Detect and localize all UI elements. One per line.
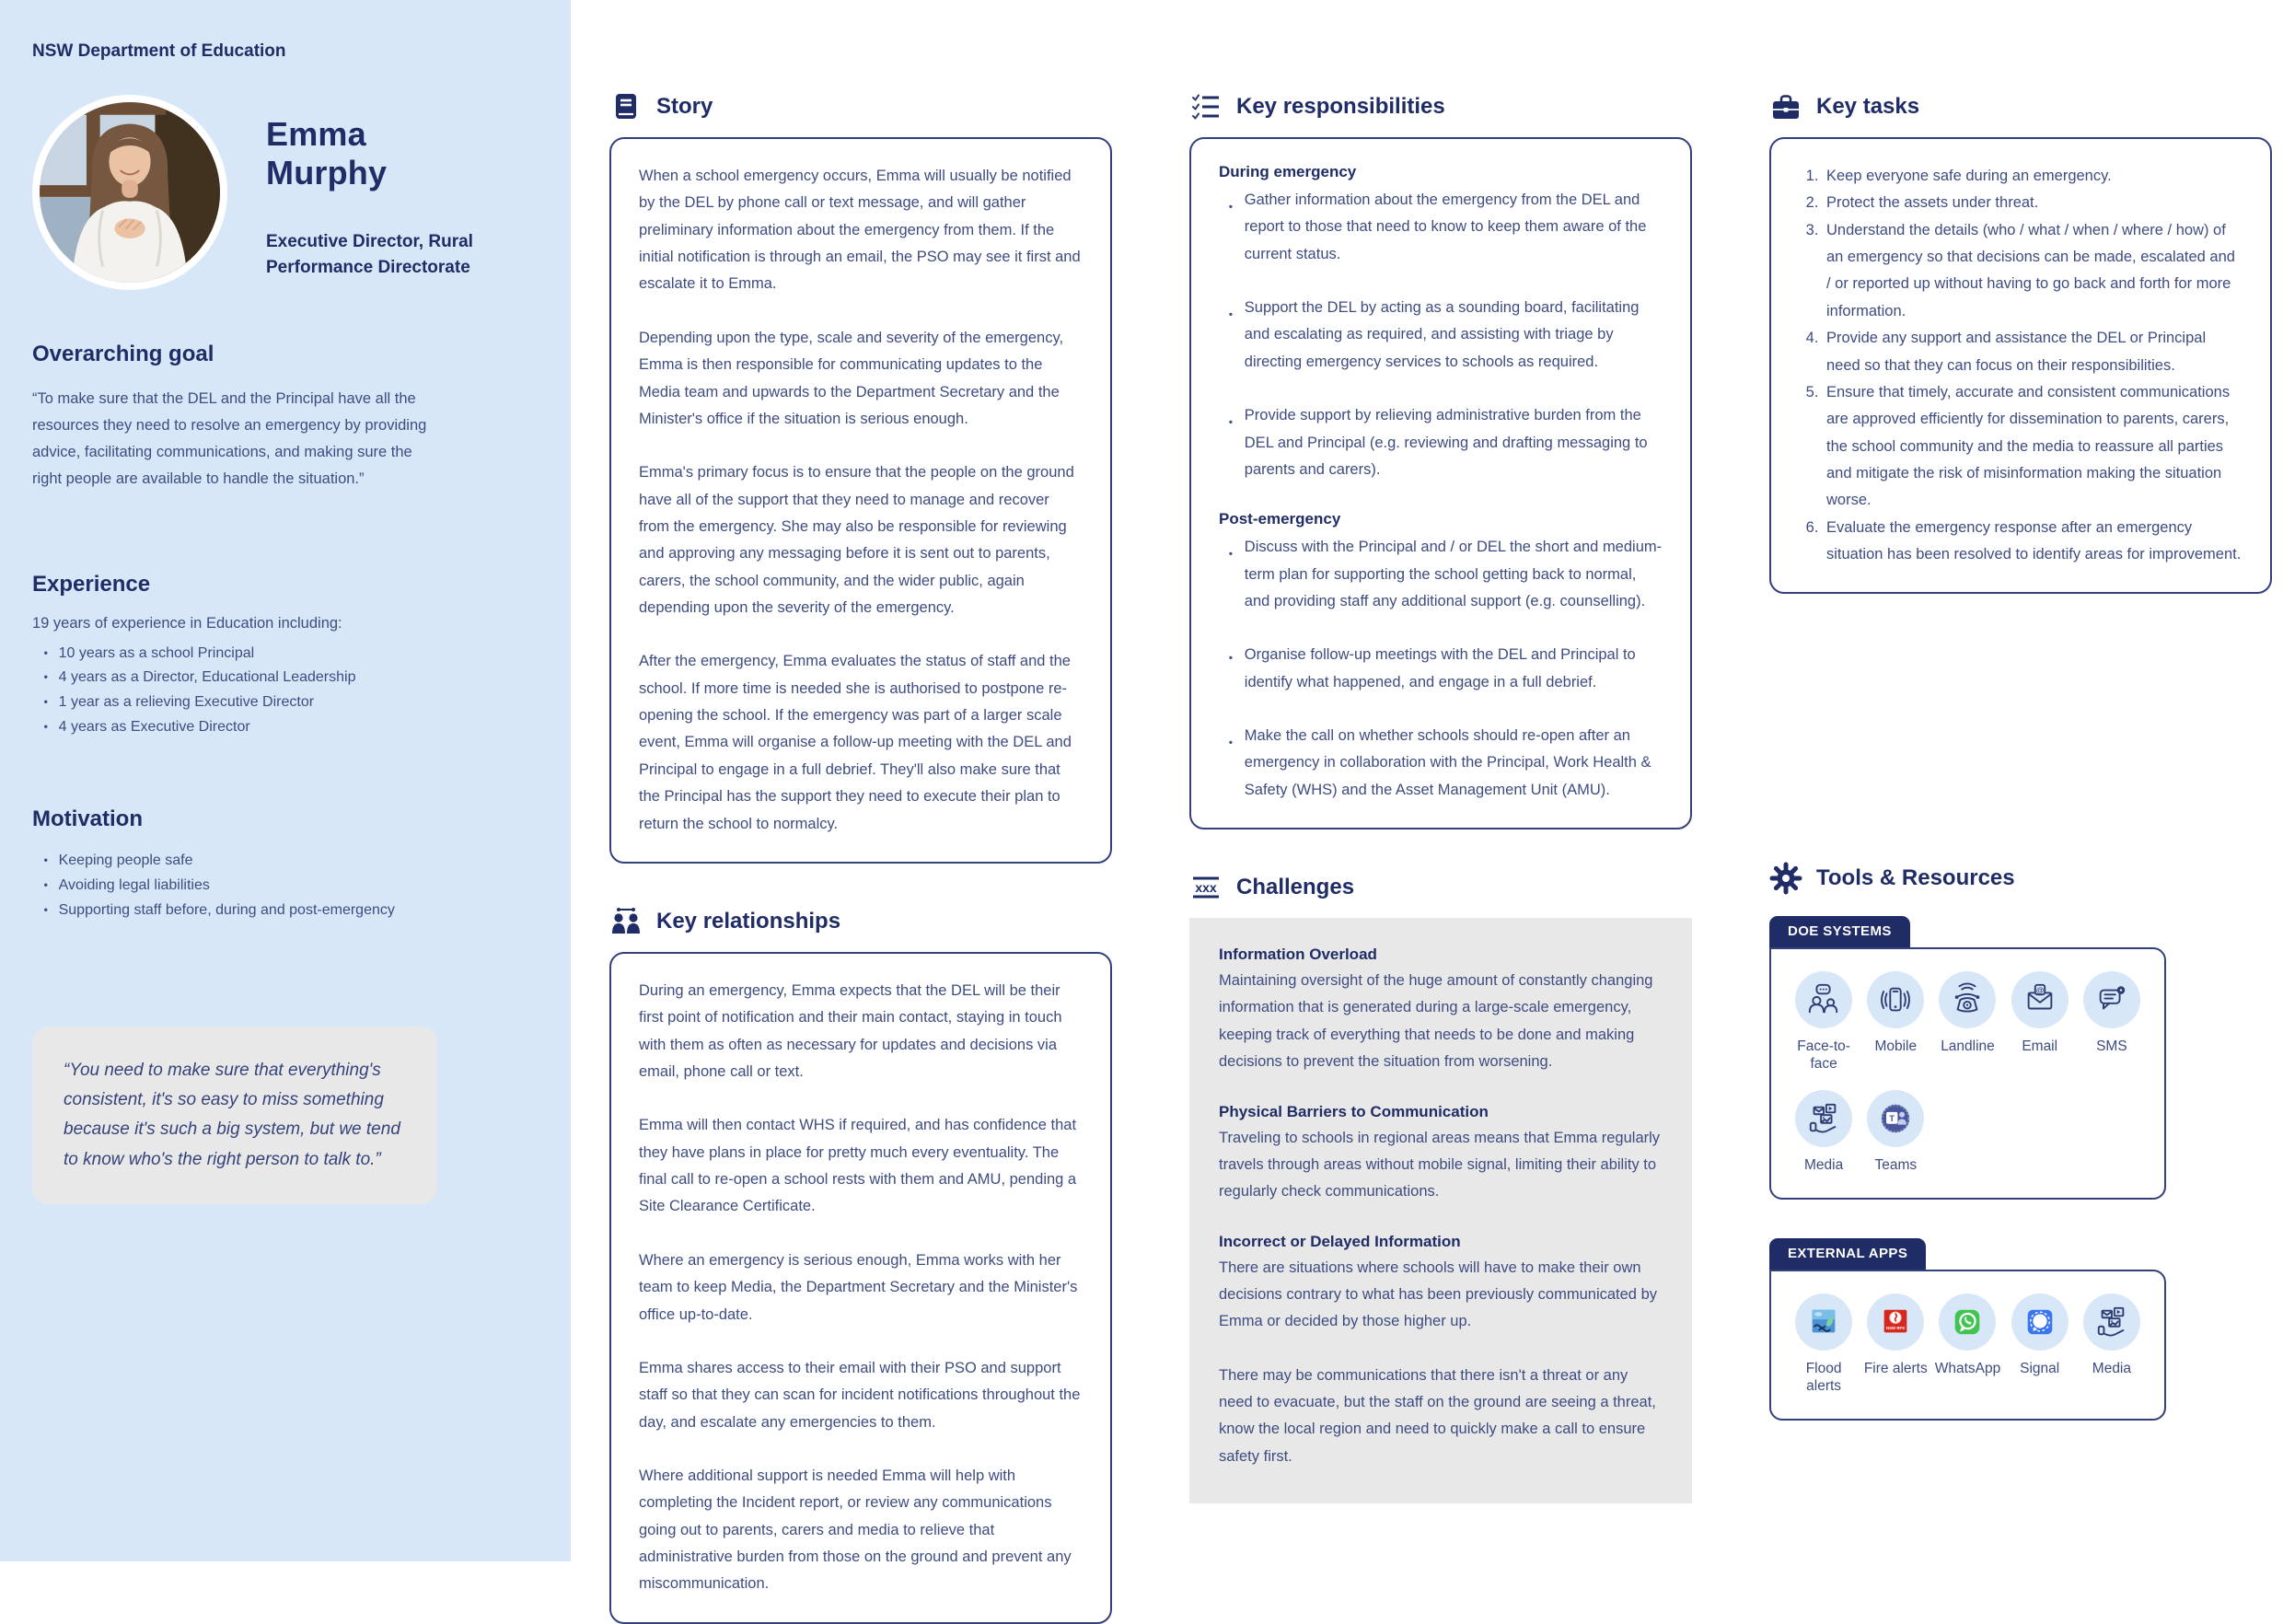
relationship-paragraph: Where an emergency is serious enough, Emma works with her team to keep Media, the Department Secretary and the Minister's office up-to-date. [639,1251,1078,1323]
relationship-paragraph: Emma shares access to their email with their PSO and support staff so that they can scan for incident notifications throughout the day, and escalate any emergencies to them. [639,1359,1081,1431]
tool-label: Signal [2020,1361,2060,1377]
list-item [43,899,439,923]
motivation-heading: Motivation [32,806,143,832]
key-responsibilities-card [1189,137,1692,829]
app-fire-alerts [1861,1293,1930,1395]
key-responsibilities-title: Key responsibilities [1236,94,1445,119]
challenge-title: Incorrect or Delayed Information [1219,1232,1461,1250]
key-tasks-title: Key tasks [1816,94,1920,119]
story-paragraph: Depending upon the type, scale and severity of the emergency, Emma is then responsible for communicating updates to the Media team and upwards to the Department Secretary and the Minister's office if the situation is serious enough. [639,329,1064,427]
list-item [43,874,439,899]
task-item: 4. Provide any support and assistance the DEL or Principal need so that they can focus on their responsibilities. [1823,325,2242,379]
flood-alerts-icon [1795,1293,1852,1351]
checklist-icon [1189,90,1223,123]
fire-alerts-icon [1867,1293,1924,1351]
tool-label: WhatsApp [1934,1361,2001,1377]
tool-label: Media [1803,1156,1844,1173]
experience-item: 10 years as a school Principal [58,644,255,661]
challenges-header [1189,870,1692,905]
doe-systems-tab: DOE SYSTEMS [1769,916,1910,947]
bullet-dot: • [43,646,49,660]
group-title: Post-emergency [1219,510,1341,528]
goal-text: “To make sure that the DEL and the Principal have all the resources they need to resolve an emergency by providing advice, facilitating communications, and making sure the right people are available to handle the situation.” [32,390,427,487]
tool-label: Teams [1874,1156,1918,1173]
responsibility-group [1219,510,1663,804]
sms-icon [2083,971,2140,1028]
responsibility-group [1219,163,1663,483]
list-item [1228,402,1663,483]
key-tasks-list [1799,163,2242,568]
bullet-dot: • [43,903,49,917]
hurdle-xxx-icon [1189,871,1223,904]
bullet-dot: • [1228,736,1234,749]
bullet-dot: • [43,721,49,734]
signal-icon [2011,1293,2069,1351]
story-header [609,89,1112,124]
external-apps-tab: EXTERNAL APPS [1769,1238,1926,1270]
tool-mobile [1861,971,1930,1073]
bullet-dot: • [1228,307,1234,321]
story-paragraph: After the emergency, Emma evaluates the status of staff and the school. If more time is needed she is authorised to postpone re-opening the school. If the emergency was part of a larger scale event, Emma will organise a follow-up meeting with the DEL and Principal to engage in a full debrief. They'll also make sure that the Principal has the support they need to execute their plan to return the school to normalcy. [639,653,1072,832]
responsibility-bullet: Make the call on whether schools should re-open after an emergency in collaboration with the Principal, Work Health & Safety (WHS) and the Asset Management Unit (AMU). [1244,727,1651,798]
experience-list [32,642,439,741]
responsibility-list [1219,187,1663,483]
relationship-paragraph: Where additional support is needed Emma will help with completing the Incident report, or review any communications going out to parents, carers and media to relieve that administrative burden from those on the ground and prevent any miscommunication. [639,1467,1072,1593]
avatar [32,95,227,290]
doe-systems-card [1769,947,2166,1200]
key-relationships-section [609,904,1112,1624]
tool-teams [1861,1090,1930,1175]
column-story [609,89,1112,1593]
story-card [609,137,1112,864]
bullet-dot: • [1228,547,1234,561]
responsibility-list [1219,534,1663,804]
challenge-item [1219,1103,1663,1206]
tool-label: Landline [1941,1038,1995,1055]
relationship-paragraph: During an emergency, Emma expects that the DEL will be their first point of notification and their main contact, staying in touch with them as often as necessary for updates and decisions via email, phone call or text. [639,981,1062,1080]
bullet-dot: • [1228,652,1234,665]
whatsapp-icon [1939,1293,1996,1351]
story-paragraph: When a school emergency occurs, Emma will usually be notified by the DEL by phone call or text message, and will gather preliminary information about the emergency from them. If the initial notification is through an email, the PSO may see it first and escalate it to Emma. [639,168,1081,293]
org-title: NSW Department of Education [32,41,286,61]
external-apps-card [1769,1270,2166,1421]
list-item [43,666,439,690]
tool-label: Flood alerts [1805,1361,1842,1394]
task-item: 2. Protect the assets under threat. [1823,190,2242,216]
challenge-item [1219,945,1663,1075]
relationship-paragraph: Emma will then contact WHS if required, and has confidence that they have plans in place for pretty much every eventuality. The final call to re-open a school rests with them and AMU, pending a Site Clearance Certificate. [639,1117,1077,1215]
task-item: 5. Ensure that timely, accurate and consistent communications are approved efficiently for dissemination to parents, carers, the school community and the media to reassure all parties and mitigate the risk of misinformation making the situation worse. [1823,379,2242,515]
list-item [1228,187,1663,268]
list-item [1228,642,1663,696]
tool-label: Email [2022,1038,2058,1055]
experience-item: 4 years as Executive Director [58,719,250,736]
challenge-text: Traveling to schools in regional areas means that Emma regularly travels through areas without mobile signal, limiting their ability to regularly check communications. [1219,1129,1661,1201]
bullet-dot: • [1228,200,1234,214]
story-paragraph: Emma's primary focus is to ensure that the people on the ground have all of the support that they need to manage and recover from the emergency. She may also be responsible for reviewing and approving any messaging before it is sent out to parents, carers, the school community, and the wider public, again depending upon the severity of the emergency. [639,464,1074,617]
tools-title: Tools & Resources [1816,865,2015,891]
experience-intro: 19 years of experience in Education including: [32,614,342,632]
list-item [43,849,439,874]
key-relationships-card [609,952,1112,1624]
pull-quote: “You need to make sure that everything's consistent, it's so easy to miss something because it's such a big system, but we tend to know who's the right person to talk to.” [32,1027,437,1204]
challenges-panel [1189,918,1692,1503]
list-item [1228,295,1663,376]
tool-label: Media [2092,1361,2131,1377]
key-relationships-header [609,904,1112,939]
challenge-item [1219,1233,1663,1471]
challenges-title: Challenges [1236,875,1355,900]
external-apps-grid [1790,1293,2146,1395]
sidebar [0,0,571,1561]
experience-item: 4 years as a Director, Educational Leadership [58,669,356,686]
responsibility-bullet: Provide support by relieving administrative burden from the DEL and Principal (e.g. reviewing and drafting messaging to parents and carers). [1244,407,1648,478]
app-whatsapp [1933,1293,2001,1395]
goal-heading: Overarching goal [32,342,214,366]
motivation-item: Supporting staff before, during and post-emergency [58,901,395,918]
key-relationships-title: Key relationships [656,908,841,934]
list-item [1228,723,1663,804]
media-icon [2083,1293,2140,1351]
tools-header [1769,861,2272,896]
svg-text:NSW RFS: NSW RFS [1886,1326,1906,1331]
app-media [2078,1293,2146,1395]
mobile-icon [1867,971,1924,1028]
challenge-title: Physical Barriers to Communication [1219,1102,1489,1120]
tool-label: Face-to-face [1797,1038,1850,1072]
column-responsibilities [1189,89,1692,1561]
landline-icon [1939,971,1996,1028]
briefcase-icon [1769,90,1802,123]
persona-name: Emma Murphy [266,115,388,191]
bullet-dot: • [43,853,49,867]
list-item [1228,534,1663,615]
list-item [43,690,439,715]
responsibility-bullet: Gather information about the emergency from the DEL and report to those that need to know to keep them aware of the current status. [1244,191,1647,262]
tools-resources-section [1769,861,2272,1421]
task-item: 1. Keep everyone safe during an emergency. [1823,163,2242,190]
media-icon [1795,1090,1852,1147]
experience-heading: Experience [32,571,151,597]
motivation-item: Keeping people safe [58,853,193,869]
key-tasks-header [1769,89,2272,124]
people-link-icon [609,905,643,938]
column-tasks-tools [1769,89,2272,1561]
challenges-section [1189,870,1692,1503]
key-tasks-card [1769,137,2272,594]
bullet-dot: • [43,878,49,892]
list-item [43,642,439,667]
challenge-text: Maintaining oversight of the huge amount of constantly changing information that is generated during a large-scale emergency, keeping track of everything that needs to be done and making decisions to prevent the situation from worsening. [1219,972,1653,1071]
profile-block [32,95,473,290]
book-icon [609,90,643,123]
bullet-dot: • [1228,415,1234,429]
email-icon [2011,971,2069,1028]
task-item: 3. Understand the details (who / what / when / where / how) of an emergency so that decisions can be made, escalated and / or reported up without having to go back and forth for more information. [1823,217,2242,325]
list-item [43,715,439,740]
story-title: Story [656,94,713,119]
tool-media [1790,1090,1858,1175]
teams-icon [1867,1090,1924,1147]
challenge-text: There are situations where schools will have to make their own decisions contrary to what has been previously communicated by Emma or decided by those higher up. [1219,1259,1657,1330]
main-content [571,0,2283,1593]
task-item: 6. Evaluate the emergency response after an emergency situation has been resolved to identify areas for improvement. [1823,515,2242,569]
persona-title: Executive Director, Rural Performance Directorate [266,232,473,277]
tool-email [2006,971,2074,1073]
app-signal [2006,1293,2074,1395]
bullet-dot: • [43,671,49,684]
external-apps-section [1769,1231,2272,1421]
motivation-item: Avoiding legal liabilities [58,876,210,893]
bullet-dot: • [43,696,49,709]
face-to-face-icon [1795,971,1852,1028]
svg-text:@: @ [2035,985,2044,995]
tool-label: Fire alerts [1863,1361,1928,1377]
gear-icon [1769,862,1802,895]
responsibility-bullet: Discuss with the Principal and / or DEL the short and medium-term plan for supporting the school getting back to normal, and providing staff any additional support (e.g. counselling). [1244,539,1663,609]
responsibility-bullet: Organise follow-up meetings with the DEL and Principal to identify what happened, and engage in a full debrief. [1244,646,1636,690]
responsibility-bullet: Support the DEL by acting as a sounding board, facilitating and escalating as required, and assisting with triage by directing emergency services to schools as required. [1244,299,1640,370]
svg-text:T: T [1889,1113,1895,1124]
doe-systems-grid [1790,971,2146,1174]
experience-item: 1 year as a relieving Executive Director [58,694,315,711]
tool-sms [2078,971,2146,1073]
group-title: During emergency [1219,163,1357,180]
challenge-title: Information Overload [1219,945,1377,964]
tool-label: Mobile [1874,1038,1918,1055]
tool-face-to-face [1790,971,1858,1073]
motivation-list [32,849,439,923]
app-flood-alerts [1790,1293,1858,1395]
challenge-text: There may be communications that there isn't a threat or any need to evacuate, but the staff on the ground are seeing a threat, know the local region and need to quickly make a call to ensure safety first. [1219,1366,1656,1465]
tool-label: SMS [2096,1038,2127,1055]
tool-landline [1933,971,2001,1073]
svg-text:xxx: xxx [1195,880,1217,896]
key-responsibilities-header [1189,89,1692,124]
avatar-photo-illustration [40,102,220,283]
